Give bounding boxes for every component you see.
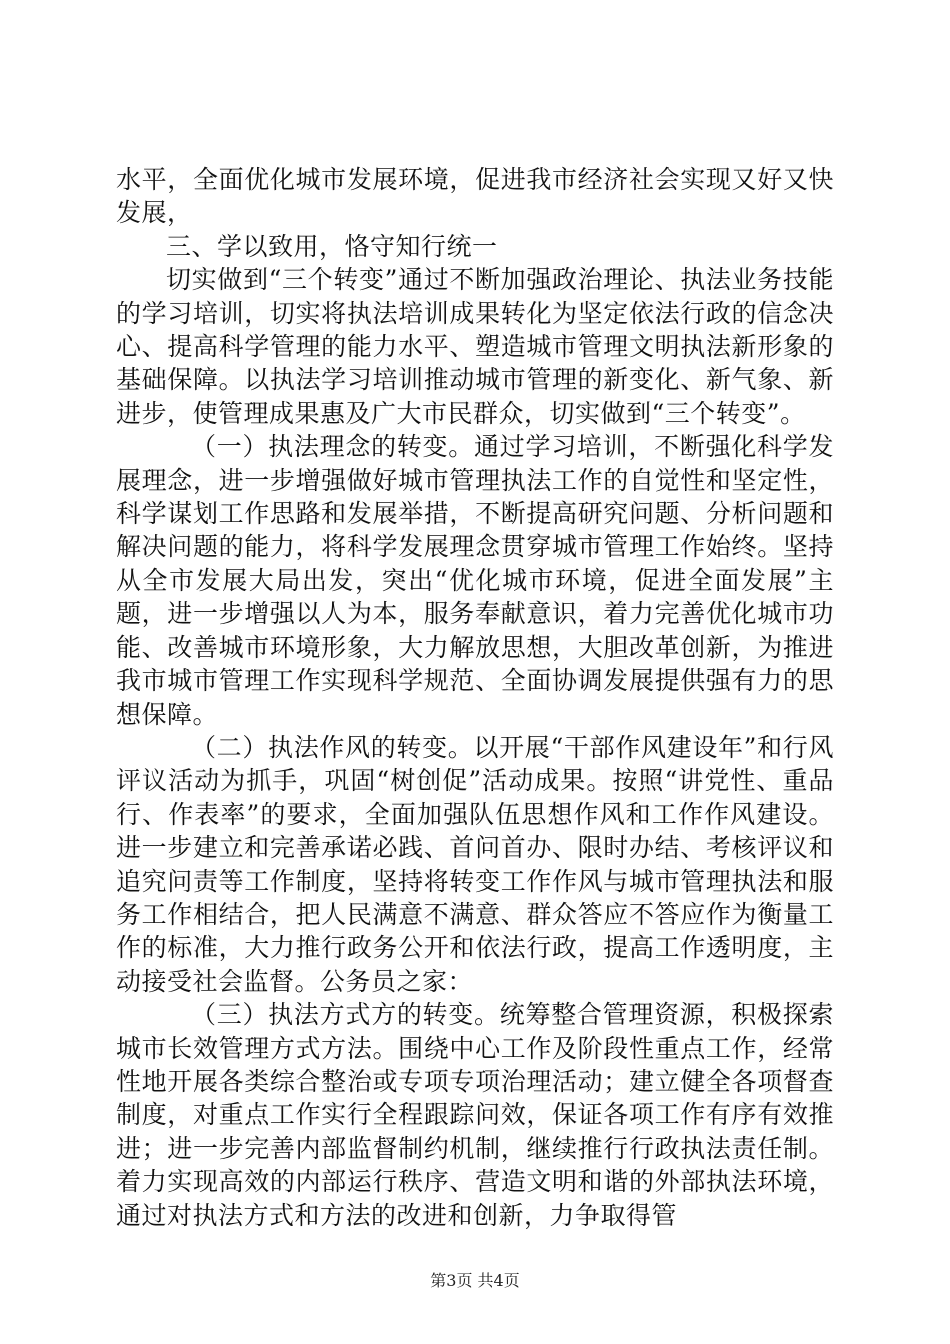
document-body bbox=[116, 163, 834, 1232]
paragraph-continuation: 水平，全面优化城市发展环境，促进我市经济社会实现又好又快发展， bbox=[116, 165, 834, 228]
paragraph-law-enforcement-concept: （一）执法理念的转变。通过学习培训，不断强化科学发展理念，进一步增强做好城市管理执法工作的自觉性和坚定性，科学谋划工作思路和发展举措，不断提高研究问题、分析问题和解决问题的能力，将科学发展理念贯穿城市管理工作始终。坚持从全市发展大局出发，突出“优化城市环境，促进全面发展”主题，进一步增强以人为本，服务奉献意识，着力完善优化城市功能、改善城市环境形象，大力解放思想，大胆改革创新，为推进我市城市管理工作实现科学规范、全面协调发展提供强有力的思想保障。 bbox=[116, 432, 834, 729]
page-number-footer: 第3页 共4页 bbox=[430, 1271, 520, 1290]
paragraph-three-transformations: 切实做到“三个转变”通过不断加强政治理论、执法业务技能的学习培训，切实将执法培训成果转化为坚定依法行政的信念决心、提高科学管理的能力水平、塑造城市管理文明执法新形象的基础保障。以执法学习培训推动城市管理的新变化、新气象、新进步，使管理成果惠及广大市民群众，切实做到“三个转变”。 bbox=[116, 265, 834, 428]
paragraph-law-enforcement-method: （三）执法方式方的转变。统筹整合管理资源，积极探索城市长效管理方式方法。围绕中心工作及阶段性重点工作，经常性地开展各类综合整治或专项专项治理活动；建立健全各项督查制度，对重点工作实行全程跟踪问效，保证各项工作有序有效推进；进一步完善内部监督制约机制，继续推行行政执法责任制。着力实现高效的内部运行秩序、营造文明和谐的外部执法环境，通过对执法方式和方法的改进和创新，力争取得管 bbox=[116, 1000, 834, 1230]
section-heading: 三、学以致用，恪守知行统一 bbox=[166, 231, 498, 261]
paragraph-law-enforcement-style: （二）执法作风的转变。以开展“干部作风建设年”和行风评议活动为抓手，巩固“树创促”活动成果。按照“讲党性、重品行、作表率”的要求，全面加强队伍思想作风和工作作风建设。进一步建立和完善承诺必践、首问首办、限时办结、考核评议和追究问责等工作制度，坚持将转变工作作风与城市管理执法和服务工作相结合，把人民满意不满意、群众答应不答应作为衡量工作的标准，大力推行政务公开和依法行政，提高工作透明度，主动接受社会监督。公务员之家： bbox=[116, 732, 834, 996]
